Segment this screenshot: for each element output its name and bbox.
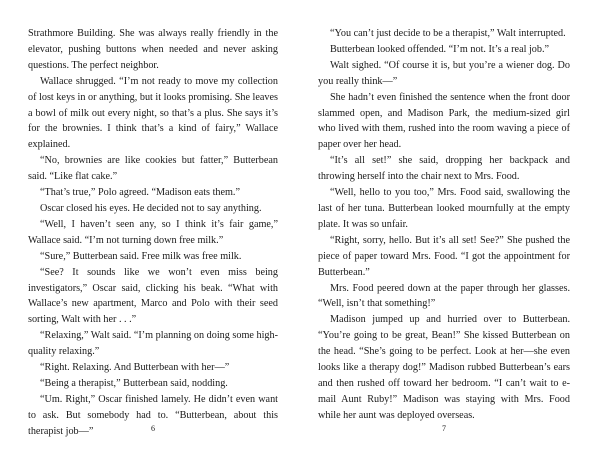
paragraph: Wallace shrugged. “I’m not ready to move my collection of lost keys in or anything, but it looks promising. She leaves a bowl of milk out every night, so that’s a plus. She says it’s for the brownies. I think that’s a kind of fairy,” Wallace explained. xyxy=(28,75,278,151)
paragraph: “No, brownies are like cookies but fatter,” Butterbean said. “Like flat cake.” xyxy=(28,155,278,183)
right-page-text xyxy=(318,26,570,424)
paragraph: Walt sighed. “Of course it is, but you’re a wiener dog. Do you really think—” xyxy=(318,59,570,87)
paragraph: Oscar closed his eyes. He decided not to say anything. xyxy=(40,202,262,214)
right-page xyxy=(318,0,570,450)
paragraph: She hadn’t even finished the sentence when the front door slammed open, and Madison Park, the medium-sized girl who lived with them, rushed into the room waving a piece of paper over her head. xyxy=(318,91,570,151)
paragraph: Strathmore Building. She was always really friendly in the elevator, pushing buttons when needed and never asking questions. The perfect neighbor. xyxy=(28,28,278,71)
paragraph: Madison jumped up and hurried over to Butterbean. “You’re going to be great, Bean!” She kissed Butterbean on the head. “She’s going to be perfect. Look at her—she even looks like a therapy dog!” Madison rubbed Butterbean’s ears and then rushed off toward her bedroom. “I can’t wait to e-mail Aunt Ruby!” Madison was staying with Mrs. Food while her aunt was deployed overseas. xyxy=(318,314,570,421)
paragraph: “You can’t just decide to be a therapist,” Walt interrupted. xyxy=(330,28,566,39)
paragraph: “Sure,” Butterbean said. Free milk was free milk. xyxy=(40,250,242,262)
paragraph: “Right, sorry, hello. But it’s all set! See?” She pushed the piece of paper toward Mrs. Food. “I got the appointment for Butterbean.” xyxy=(318,234,570,278)
paragraph: Butterbean looked offended. “I’m not. It’s a real job.” xyxy=(330,43,550,55)
paragraph: “Right. Relaxing. And Butterbean with her—” xyxy=(40,362,230,374)
paragraph: “It’s all set!” she said, dropping her backpack and throwing herself into the chair next to Mrs. Food. xyxy=(318,155,570,183)
paragraph: “Relaxing,” Walt said. “I’m planning on doing some high-quality relaxing.” xyxy=(28,330,278,358)
paragraph: “Um. Right,” Oscar finished lamely. He didn’t even want to ask. But somebody had to. “Butterbean, about this therapist job—” xyxy=(28,393,278,437)
paragraph: Mrs. Food peered down at the paper through her glasses. “Well, isn’t that something!” xyxy=(318,282,570,310)
left-page xyxy=(28,0,278,450)
paragraph: “Being a therapist,” Butterbean said, nodding. xyxy=(40,377,228,389)
paragraph: “Well, hello to you too,” Mrs. Food said, swallowing the last of her tuna. Butterbean looked mournfully at the empty plate. It was so unfair. xyxy=(318,187,570,230)
left-page-text xyxy=(28,26,278,440)
paragraph: “See? It sounds like we won’t even miss being investigators,” Oscar said, clicking his beak. “What with Wallace’s new apartment, Marco and Polo with their seed sorting, Walt with her . . .” xyxy=(28,266,278,326)
page-number: 6 xyxy=(151,424,155,433)
paragraph: “Well, I haven’t seen any, so I think it’s fair game,” Wallace said. “I’m not turning down free milk.” xyxy=(28,218,278,246)
page-number: 7 xyxy=(442,424,446,433)
paragraph: “That’s true,” Polo agreed. “Madison eats them.” xyxy=(40,187,241,199)
